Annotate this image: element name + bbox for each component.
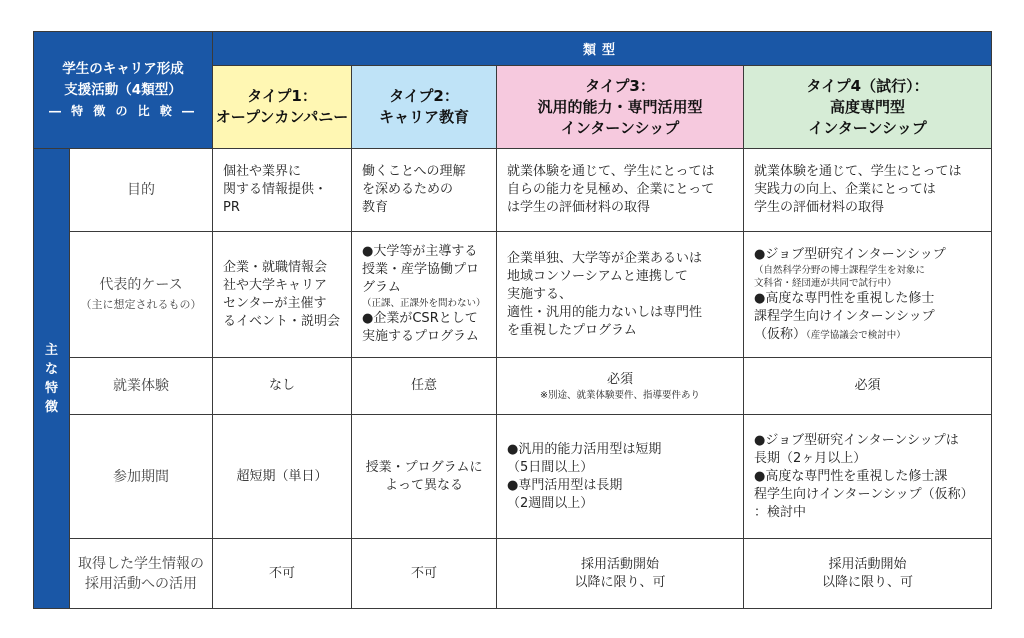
corner-title-line2: 支援活動（4類型） [64, 81, 182, 98]
cell-line: を重視したプログラム [507, 322, 637, 338]
type2-header [352, 66, 497, 149]
cell-note: （正課、正課外を問わない） [362, 298, 486, 309]
cell-line: 企業・就職情報会 [223, 259, 328, 275]
type1-header [213, 66, 352, 149]
type3-header [497, 66, 744, 149]
period-type4 [744, 415, 992, 539]
work-type4: 必須 [744, 358, 992, 415]
corner-subtitle: ― 特 徴 の 比 較 ― [48, 103, 198, 118]
cell-line: 関する情報提供・ [223, 182, 328, 197]
type4-header [744, 66, 992, 149]
cell-line: ：検討中 [754, 504, 807, 520]
cases-type4 [744, 232, 992, 358]
period-type3 [497, 415, 744, 539]
purpose-type1 [213, 149, 352, 232]
cell-line: 個社や業界に [223, 164, 302, 179]
cell-line: PR [223, 200, 240, 215]
cell-line: 長期（2ヶ月以上） [754, 450, 867, 466]
work-type2: 任意 [352, 358, 497, 415]
cell-line: 実施するプログラム [362, 329, 479, 344]
cell-line: ●高度な専門性を重視した修士課 [754, 468, 948, 484]
corner-title-line1: 学生のキャリア形成 [62, 60, 184, 77]
cell-note: ※別途、就業体験要件、指導要件あり [540, 389, 700, 401]
cell-line: 以降に限り、可 [822, 574, 914, 590]
usage-type2: 不可 [352, 539, 497, 609]
cell-line: 社や大学キャリア [223, 277, 328, 293]
usage-type4 [744, 539, 992, 609]
row-label-cases-sub: （主に想定されるもの） [80, 297, 202, 311]
cell-line: 適性・汎用的能力ないしは専門性 [507, 304, 703, 320]
internship-comparison-table [33, 31, 992, 609]
row-label-cases-main: 代表的ケース [99, 276, 183, 293]
cell-line: ●企業がCSRとして [362, 311, 478, 326]
cell-line: 課程学生向けインターンシップ [754, 308, 935, 324]
type2-title: キャリア教育 [379, 108, 470, 126]
usage-type3 [497, 539, 744, 609]
cell-line: グラム [362, 280, 401, 295]
table-corner-title [34, 32, 213, 149]
cases-type1 [213, 232, 352, 358]
cases-type3 [497, 232, 744, 358]
cell-line: 授業・産学協働プロ [362, 262, 480, 277]
period-type2 [352, 415, 497, 539]
type3-title-line2: インターンシップ [560, 118, 680, 137]
row-label-period: 参加期間 [70, 415, 213, 539]
cell-line: ●専門活用型は長期 [507, 477, 623, 493]
cell-line: 自らの能力を見極め、企業にとって [507, 182, 715, 197]
type1-name: タイプ1： [247, 87, 317, 105]
cell-line: （5日間以上） [507, 459, 594, 475]
work-type3 [497, 358, 744, 415]
cell-line: 就業体験を通じて、学生にとっては [507, 164, 715, 179]
cell-line: ●汎用的能力活用型は短期 [507, 441, 662, 457]
side-label-char: な [44, 361, 58, 377]
cell-line: 企業単独、大学等が企業あるいは [507, 250, 703, 266]
cell-line: ●大学等が主導する [362, 244, 478, 259]
side-label-char: 主 [44, 342, 58, 358]
cell-line: 教育 [362, 200, 389, 215]
cell-note: （産学協議会で検討中） [806, 329, 906, 341]
cell-note: （自然科学分野の博士課程学生を対象に [754, 264, 926, 276]
type-group-header: 類型 [213, 32, 992, 66]
cell-line: ●ジョブ型研究インターンシップ [754, 246, 946, 262]
cell-line: 就業体験を通じて、学生にとっては [754, 164, 962, 179]
purpose-type3 [497, 149, 744, 232]
cell-line: 採用活動開始 [828, 556, 907, 572]
cell-line: ●ジョブ型研究インターンシップは [754, 432, 959, 448]
side-label-char: 特 [44, 380, 58, 396]
type4-title: 高度専門型 [830, 97, 906, 116]
work-type1: なし [213, 358, 352, 415]
type1-title: オープンカンパニー [215, 108, 349, 126]
row-label-usage [70, 539, 213, 609]
cell-line: 必須 [607, 371, 634, 387]
side-label-main-features [34, 149, 70, 609]
cell-line: は学生の評価材料の取得 [507, 200, 651, 215]
period-type1: 超短期（単日） [213, 415, 352, 539]
cell-line: （仮称） [754, 326, 807, 342]
usage-type1: 不可 [213, 539, 352, 609]
cell-line: るイベント・説明会 [223, 313, 341, 329]
row-label-line: 取得した学生情報の [78, 555, 204, 572]
cell-line: 以降に限り、可 [574, 574, 666, 590]
cell-line: 学生の評価材料の取得 [754, 200, 885, 215]
row-label-purpose: 目的 [70, 149, 213, 232]
cell-line: （2週間以上） [507, 495, 594, 511]
cell-line: 授業・プログラムに [365, 459, 483, 475]
cell-note: 文科省・経団連が共同で試行中） [754, 277, 897, 289]
type4-title-line2: インターンシップ [808, 118, 927, 137]
type2-name: タイプ2： [389, 87, 459, 105]
purpose-type2 [352, 149, 497, 232]
cell-line: ●高度な専門性を重視した修士 [754, 290, 935, 306]
row-label-line: 採用活動への活用 [85, 575, 197, 592]
purpose-type4 [744, 149, 992, 232]
cell-line: センターが主催す [223, 295, 327, 311]
side-label-char: 徴 [44, 399, 58, 415]
cell-line: 程学生向けインターンシップ（仮称） [754, 486, 974, 502]
type3-title: 汎用的能力・専門活用型 [537, 97, 703, 116]
cell-line: 採用活動開始 [581, 556, 660, 572]
row-label-work-experience: 就業体験 [70, 358, 213, 415]
row-label-cases [70, 232, 213, 358]
cases-type2 [352, 232, 497, 358]
cell-line: 実施する、 [507, 286, 573, 302]
type4-name: タイプ4（試行）： [806, 76, 929, 95]
cell-line: 地域コンソーシアムと連携して [507, 268, 688, 284]
cell-line: を深めるための [362, 182, 454, 197]
cell-line: 働くことへの理解 [362, 164, 466, 179]
type3-name: タイプ3： [585, 76, 655, 95]
cell-line: 実践力の向上、企業にとっては [754, 182, 936, 197]
cell-line: よって異なる [385, 477, 464, 493]
